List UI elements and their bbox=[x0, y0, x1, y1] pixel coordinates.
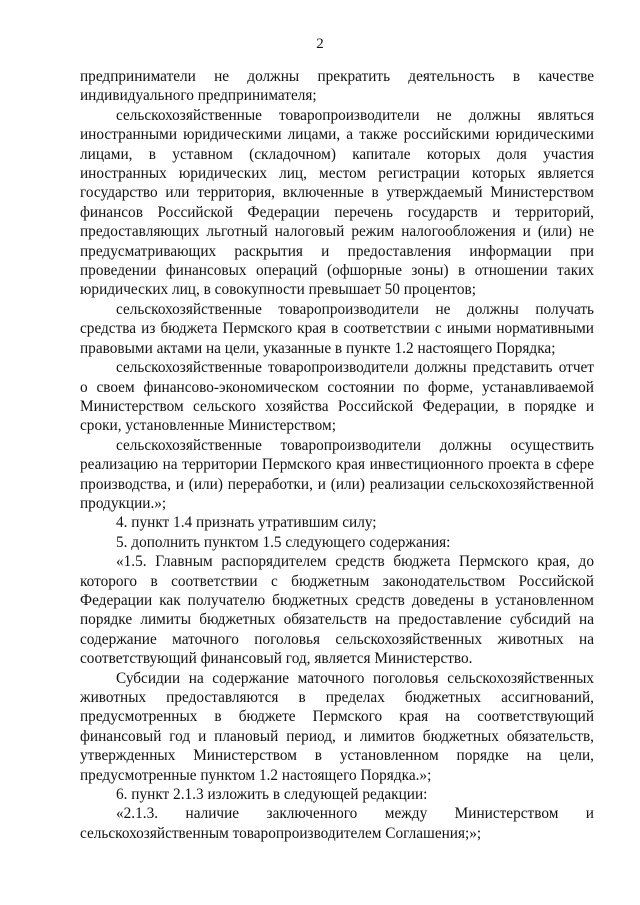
paragraph-2: сельскохозяйственные товаропроизводители не должны являться иностранными юридическими лицами, а также российскими юридическими лицами, в уставном (складочном) капитале которых доля участия иностранных юридических лиц, местом регистрации которых является государство или территория, включенные в утверждаемый Министерством финансов Российской Федерации перечень государств и территорий, предоставляющих льготный налоговый режим налогообложения и (или) не предусматривающих раскрытия и предоставления информации при проведении финансовых операций (офшорные зоны) в отношении таких юридических лиц, в совокупности превышает 50 процентов; bbox=[80, 106, 594, 299]
paragraph-7: 5. дополнить пунктом 1.5 следующего содержания: bbox=[116, 533, 451, 551]
paragraph-4: сельскохозяйственные товаропроизводители должны представить отчет о своем финансово-экономическом состоянии по форме, устанавливаемой Министерством сельского хозяйства Российской Федерации, в порядке и сроки, установленные Министерством; bbox=[80, 359, 594, 435]
page-number: 2 bbox=[316, 36, 324, 52]
paragraph-6: 4. пункт 1.4 признать утратившим силу; bbox=[116, 514, 377, 532]
document-body bbox=[80, 67, 594, 843]
paragraph-5: сельскохозяйственные товаропроизводители должны осуществить реализацию на территории Пермского края инвестиционного проекта в сфере производства, и (или) переработки, и (или) реализации сельскохозяйственной продукции.»; bbox=[80, 436, 594, 512]
paragraph-10: 6. пункт 2.1.3 изложить в следующей редакции: bbox=[116, 786, 428, 804]
paragraph-3: сельскохозяйственные товаропроизводители не должны получать средства из бюджета Пермского края в соответствии с иными нормативными правовыми актами на цели, указанные в пункте 1.2 настоящего Порядка; bbox=[80, 300, 594, 357]
paragraph-1: предприниматели не должны прекратить деятельность в качестве индивидуального предпринимателя; bbox=[80, 68, 594, 105]
paragraph-11: «2.1.3. наличие заключенного между Министерством и сельскохозяйственным товаропроизводителем Соглашения;»; bbox=[80, 805, 594, 842]
paragraph-8: «1.5. Главным распорядителем средств бюджета Пермского края, до которого в соответствии с бюджетным законодательством Российской Федерации как получателю бюджетных средств доведены в установленном порядке лимиты бюджетных обязательств на предоставление субсидий на содержание маточного поголовья сельскохозяйственных животных на соответствующий финансовый год, является Министерство. bbox=[80, 553, 594, 668]
paragraph-9: Субсидии на содержание маточного поголовья сельскохозяйственных животных предоставляются в пределах бюджетных ассигнований, предусмотренных в бюджете Пермского края на соответствующий финансовый год и плановый период, и лимитов бюджетных обязательств, утвержденных Министерством в установленном порядке на цели, предусмотренные пунктом 1.2 настоящего Порядка.»; bbox=[80, 669, 594, 784]
